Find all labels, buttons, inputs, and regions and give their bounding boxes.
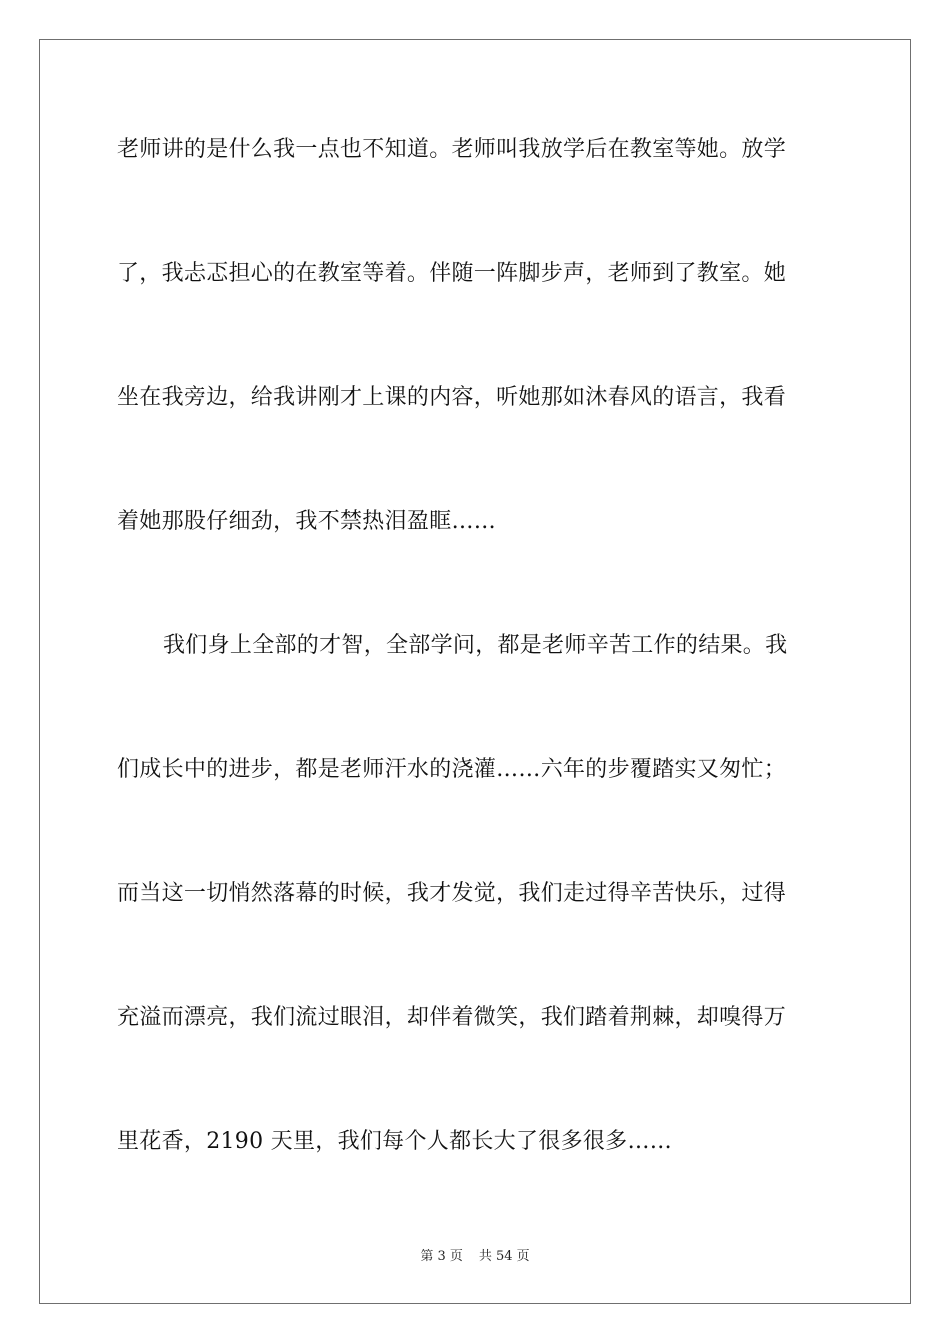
page-footer (0, 1248, 950, 1266)
paragraph-line: 里花香，2190 天里，我们每个人都长大了很多很多…… (117, 1129, 673, 1154)
paragraph-line: 充溢而漂亮，我们流过眼泪，却伴着微笑，我们踏着荆棘，却嗅得万 (117, 1005, 787, 1030)
paragraph-line: 而当这一切悄然落幕的时候，我才发觉，我们走过得辛苦快乐，过得 (117, 881, 787, 906)
paragraph-line: 们成长中的进步，都是老师汗水的浇灌……六年的步覆踏实又匆忙； (117, 757, 787, 782)
page-border (39, 39, 911, 1304)
paragraph-line: 了，我忐忑担心的在教室等着。伴随一阵脚步声，老师到了教室。她 (117, 261, 787, 286)
paragraph-line-indented: 我们身上全部的才智，全部学问，都是老师辛苦工作的结果。我 (163, 633, 788, 658)
total-page-count: 共 54 页 (478, 1249, 530, 1264)
current-page-number: 第 3 页 (420, 1249, 463, 1264)
paragraph-line: 坐在我旁边，给我讲刚才上课的内容，听她那如沐春风的语言，我看 (117, 385, 787, 410)
paragraph-line: 着她那股仔细劲，我不禁热泪盈眶…… (117, 509, 497, 534)
paragraph-line: 老师讲的是什么我一点也不知道。老师叫我放学后在教室等她。放学 (117, 137, 787, 162)
